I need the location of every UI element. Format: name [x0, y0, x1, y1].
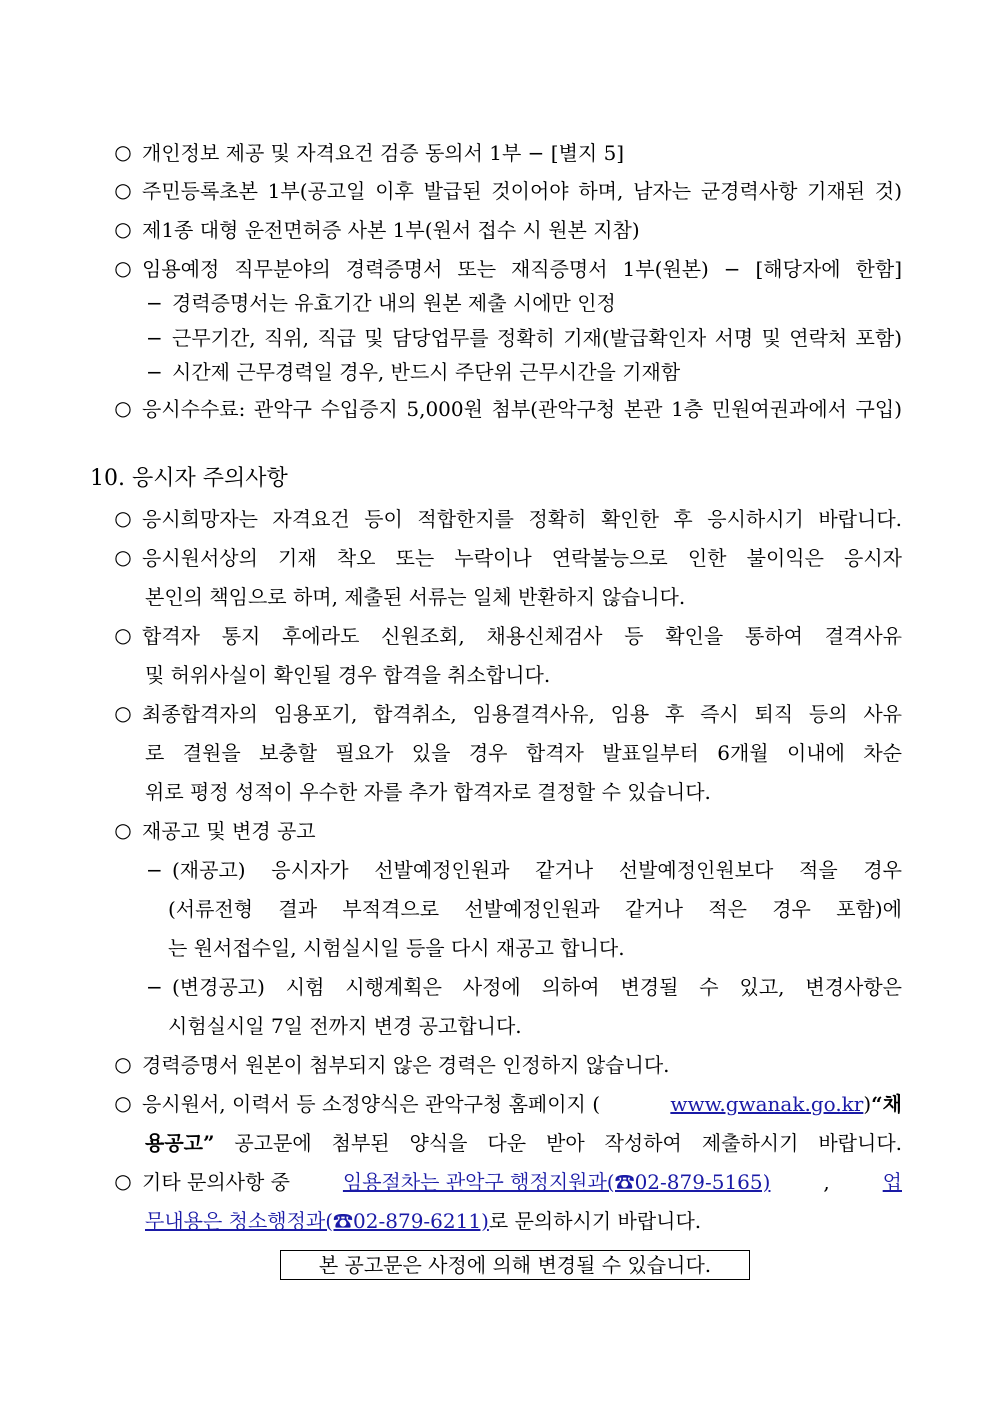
reannouncement-subitem: (재공고) 응시자가 선발예정인원과 같거나 선발예정인원보다 적을 경우 [172, 858, 902, 882]
notice-paragraph [142, 1169, 902, 1195]
bullet-icon: ○ [114, 140, 132, 164]
notice-paragraph: 재공고 및 변경 공고 [142, 819, 316, 843]
notice-paragraph: 응시희망자는 자격요건 등이 적합한지를 정확히 확인한 후 응시하시기 바랍니다. [142, 507, 902, 531]
change-announcement-subitem: (변경공고) 시험 시행계획은 사정에 의하여 변경될 수 있고, 변경사항은 [172, 975, 902, 999]
bullet-icon: ○ [114, 545, 132, 569]
text-segment: , [823, 1170, 830, 1194]
driver-license-item: 제1종 대형 운전면허증 사본 1부(원서 접수 시 원본 지참) [142, 218, 640, 242]
section-heading: 10. 응시자 주의사항 [90, 466, 288, 491]
bullet-icon: ○ [114, 701, 132, 725]
bullet-icon: ○ [114, 623, 132, 647]
bullet-icon: ○ [114, 1052, 132, 1076]
homepage-link[interactable]: www.gwanak.go.kr [670, 1092, 864, 1116]
text-segment: 공고문에 첨부된 양식을 다운 받아 작성하여 제출하시기 바랍니다. [214, 1131, 902, 1155]
notice-paragraph-cont: 위로 평정 성적이 우수한 자를 추가 합격자로 결정할 수 있습니다. [145, 780, 711, 804]
resident-registration-item: 주민등록초본 1부(공고일 이후 발급된 것이어야 하며, 남자는 군경력사항 기재된 것) [142, 179, 902, 203]
career-certificate-item: 임용예정 직무분야의 경력증명서 또는 재직증명서 1부(원본) − [해당자에 한함] [142, 257, 902, 281]
text-segment: ) [863, 1092, 872, 1116]
bullet-icon: ○ [114, 396, 132, 420]
change-notice-box: 본 공고문은 사정에 의해 변경될 수 있습니다. [280, 1250, 750, 1280]
bullet-icon: ○ [114, 256, 132, 280]
notice-paragraph: 경력증명서 원본이 첨부되지 않은 경력은 인정하지 않습니다. [142, 1053, 670, 1077]
bullet-icon: ○ [114, 217, 132, 241]
dash-mark: − [146, 360, 163, 384]
emphasis-text: 용공고” [145, 1131, 215, 1155]
emphasis-text: “채 [871, 1092, 902, 1116]
cleaning-admin-contact-link[interactable]: 무내용은 청소행정과(☎02-879-6211) [145, 1209, 489, 1233]
text-segment: 로 문의하시기 바랍니다. [488, 1209, 702, 1233]
admin-support-contact-link[interactable]: 임용절차는 관악구 행정지원과(☎02-879-5165) [342, 1170, 771, 1194]
dash-mark: − [146, 291, 163, 315]
notice-paragraph-cont: 본인의 책임으로 하며, 제출된 서류는 일체 반환하지 않습니다. [145, 585, 686, 609]
bullet-icon: ○ [114, 818, 132, 842]
bullet-icon: ○ [114, 1091, 132, 1115]
consent-form-item: 개인정보 제공 및 자격요건 검증 동의서 1부 − [별지 5] [142, 141, 625, 165]
notice-paragraph: 합격자 통지 후에라도 신원조회, 채용신체검사 등 확인을 통하여 결격사유 [142, 624, 902, 648]
dash-mark: − [146, 858, 163, 882]
bullet-icon: ○ [114, 178, 132, 202]
text-segment: 응시원서, 이력서 등 소정양식은 관악구청 홈페이지 ( [142, 1092, 601, 1116]
notice-paragraph: 응시원서상의 기재 착오 또는 누락이나 연락불능으로 인한 불이익은 응시자 [142, 546, 902, 570]
cleaning-admin-contact-link-start[interactable]: 업 [882, 1170, 902, 1194]
bullet-icon: ○ [114, 1169, 132, 1193]
notice-paragraph [142, 1091, 902, 1117]
reannouncement-subitem-cont: 는 원서접수일, 시험실시일 등을 다시 재공고 합니다. [168, 936, 625, 960]
notice-paragraph-cont [145, 1130, 902, 1156]
career-subitem: 경력증명서는 유효기간 내의 원본 제출 시에만 인정 [172, 291, 616, 315]
notice-paragraph-cont: 로 결원을 보충할 필요가 있을 경우 합격자 발표일부터 6개월 이내에 차순 [145, 741, 902, 765]
notice-paragraph: 최종합격자의 임용포기, 합격취소, 임용결격사유, 임용 후 즉시 퇴직 등의 사유 [142, 702, 902, 726]
reannouncement-subitem-cont: (서류전형 결과 부적격으로 선발예정인원과 같거나 적은 경우 포함)에 [168, 897, 902, 921]
notice-paragraph-cont [145, 1208, 701, 1234]
dash-mark: − [146, 975, 163, 999]
change-announcement-subitem-cont: 시험실시일 7일 전까지 변경 공고합니다. [168, 1014, 522, 1038]
text-segment: 기타 문의사항 중 [142, 1170, 290, 1194]
dash-mark: − [146, 326, 163, 350]
fee-item: 응시수수료: 관악구 수입증지 5,000원 첨부(관악구청 본관 1층 민원여권과에서 구입) [142, 397, 902, 421]
career-subitem: 시간제 근무경력일 경우, 반드시 주단위 근무시간을 기재함 [172, 360, 681, 384]
bullet-icon: ○ [114, 506, 132, 530]
notice-paragraph-cont: 및 허위사실이 확인될 경우 합격을 취소합니다. [145, 663, 551, 687]
career-subitem: 근무기간, 직위, 직급 및 담당업무를 정확히 기재(발급확인자 서명 및 연락처 포함) [172, 326, 902, 350]
